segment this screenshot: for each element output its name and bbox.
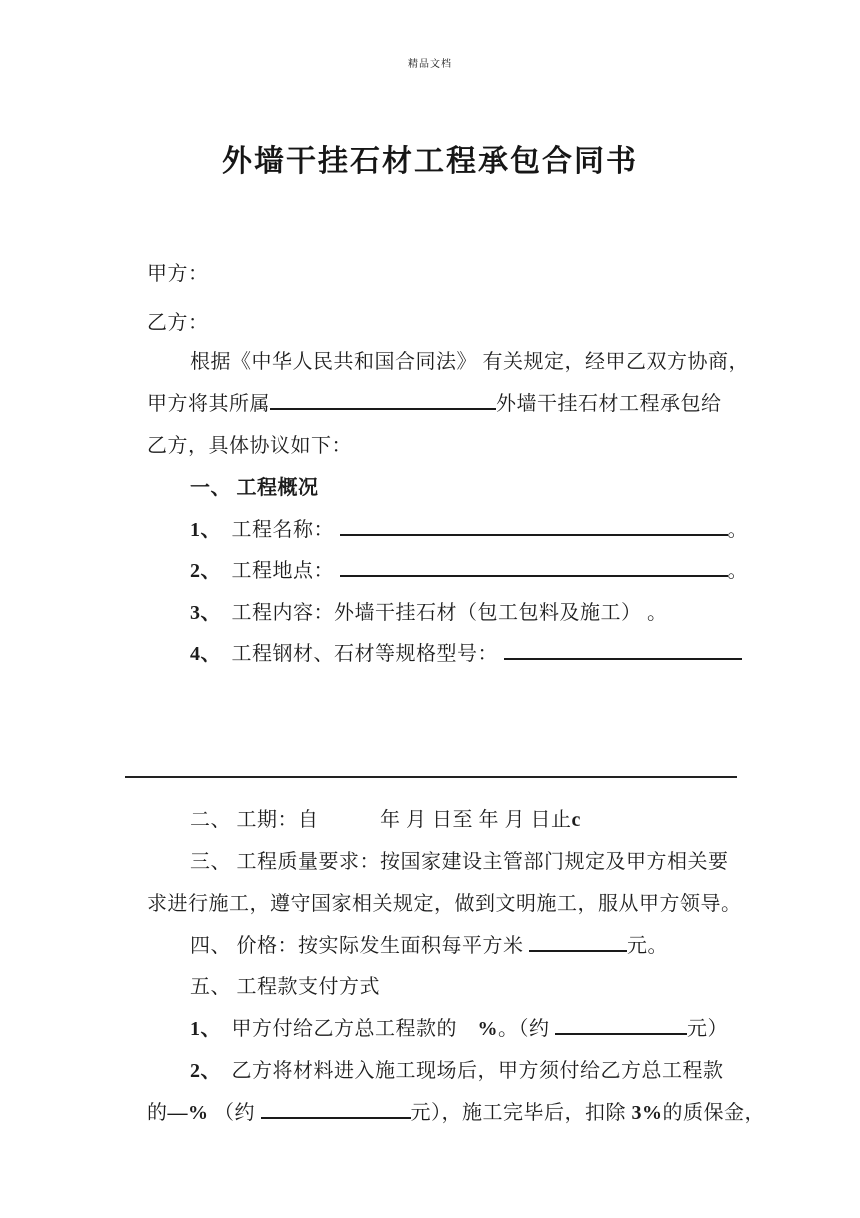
materials-spec-item xyxy=(168,618,742,690)
payment2-line2-pre: 的 xyxy=(147,1102,168,1124)
item1-label: 工程名称： xyxy=(211,519,340,541)
intro-line-1-text: 根据《中华人民共和国合同法》 有关规定，经甲乙双方协商， xyxy=(190,351,749,373)
blank-unit-price xyxy=(529,934,627,952)
payment2-line1-text: 乙方将材料进入施工现场后，甲方须付给乙方总工程款 xyxy=(211,1060,724,1082)
party-a-text: 甲方： xyxy=(147,263,209,285)
blank-payment1-amount xyxy=(555,1017,687,1035)
payment2-line2-mid: （约 xyxy=(208,1102,261,1124)
item4-label: 工程钢材、石材等规格型号： xyxy=(211,643,504,665)
item2-number: 2、 xyxy=(190,560,211,582)
payment-item-2-line2 xyxy=(125,1077,765,1149)
section5-heading-text: 五、 工程款支付方式 xyxy=(190,976,380,998)
payment1-mid-text: 。（约 xyxy=(498,1018,555,1040)
payment2-number: 2、 xyxy=(190,1060,211,1082)
blank-materials-spec xyxy=(504,642,742,660)
quality-line1-text: 三、 工程质量要求：按国家建设主管部门规定及甲方相关要 xyxy=(190,851,729,873)
blank-project-name xyxy=(340,518,728,536)
document-title: 外墙干挂石材工程承包合同书 xyxy=(222,145,638,178)
payment2-after-blank: 元），施工完毕后，扣除 xyxy=(410,1102,632,1124)
blank-owner-name xyxy=(270,392,496,410)
payment2-retention-percent: 3% xyxy=(631,1102,663,1124)
payment2-dash-percent: —% xyxy=(167,1102,209,1124)
intro-line-3-text: 乙方，具体协议如下： xyxy=(147,435,352,457)
item1-number: 1、 xyxy=(190,519,211,541)
intro-line-2-pre: 甲方将其所属 xyxy=(147,393,270,415)
quality-line2-text: 求进行施工，遵守国家相关规定，做到文明施工，服从甲方领导。 xyxy=(147,893,742,915)
item2-label: 工程地点： xyxy=(211,560,340,582)
intro-line-2-post: 外墙干挂石材工程承包给 xyxy=(496,393,722,415)
item2-period: 。 xyxy=(727,560,748,582)
payment1-number: 1、 xyxy=(190,1018,211,1040)
party-b-text: 乙方： xyxy=(147,312,209,334)
payment2-line2-end: 的质保金， xyxy=(662,1102,765,1124)
horizontal-divider xyxy=(125,776,737,778)
payment1-pre-text: 甲方付给乙方总工程款的 xyxy=(211,1018,478,1040)
duration-suffix: c xyxy=(571,809,581,831)
price-pre-text: 四、 价格：按实际发生面积每平方米 xyxy=(190,935,529,957)
payment1-percent: % xyxy=(477,1018,498,1040)
price-post-text: 元。 xyxy=(627,935,668,957)
blank-project-location xyxy=(340,559,728,577)
watermark-text: 精品文档 xyxy=(408,59,452,70)
item4-number: 4、 xyxy=(190,643,211,665)
blank-payment2-amount xyxy=(261,1101,411,1119)
item3-number: 3、 xyxy=(190,602,211,624)
item1-period: 。 xyxy=(727,519,748,541)
section1-heading-text: 一、 工程概况 xyxy=(190,477,319,499)
item3-text: 工程内容：外墙干挂石材（包工包料及施工） 。 xyxy=(211,602,668,624)
duration-text: 二、 工期：自 年 月 日至 年 月 日止 xyxy=(190,809,572,831)
payment1-post-text: 元） xyxy=(687,1018,728,1040)
